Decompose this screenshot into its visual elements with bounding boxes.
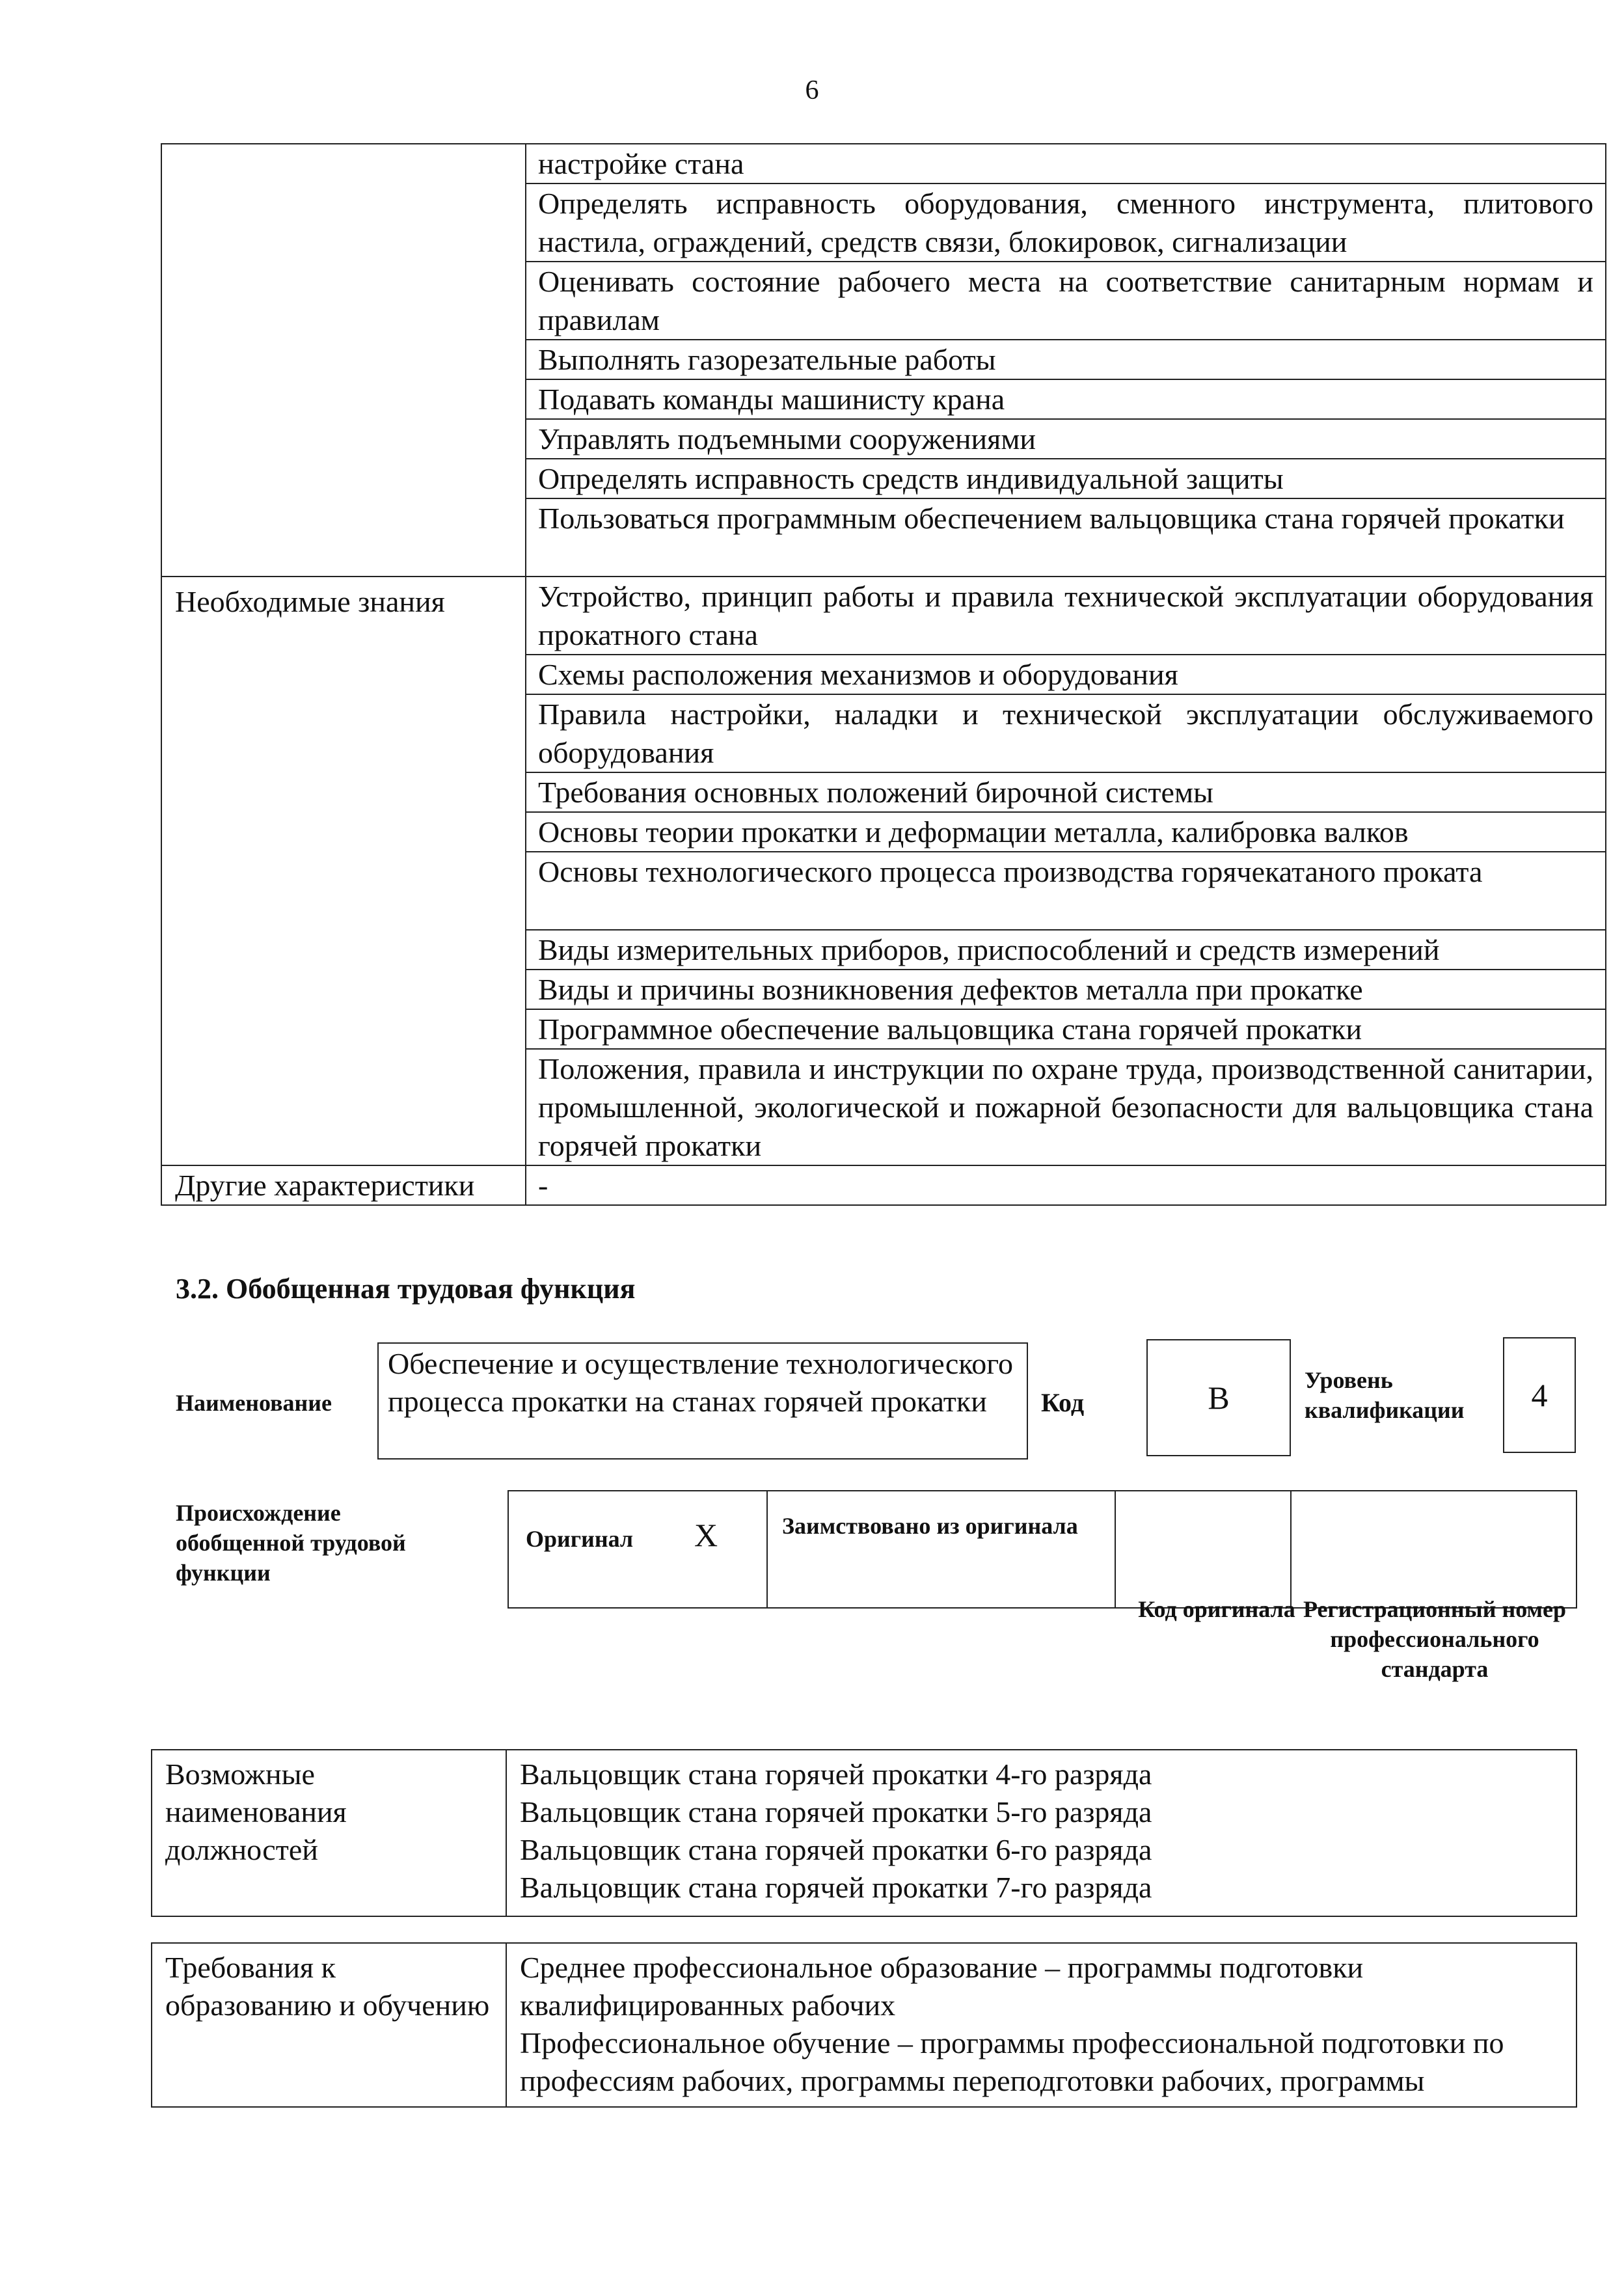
table-cell: Правила настройки, наладки и технической эксплуатации обслуживаемого оборудования (526, 694, 1606, 772)
function-name-box (377, 1342, 1028, 1460)
registration-number-caption: Регистрационный номер профессионального стандарта (1303, 1596, 1567, 1682)
code-value: B (1208, 1379, 1230, 1416)
table-cell: Оценивать состояние рабочего места на соответствие санитарным нормам и правилам (526, 262, 1606, 340)
skills-knowledge-table (161, 143, 1606, 1206)
origin-borrowed-label: Заимствовано из оригинала (782, 1513, 1078, 1539)
table-row (161, 577, 1606, 655)
list-item: Профессиональное обучение – программы профессиональной подготовки по профессиям рабочих, программы переподготовки рабочих, программы (520, 2026, 1504, 2097)
table-cell: Основы теории прокатки и деформации металла, калибровка валков (526, 812, 1606, 852)
table-cell: Пользоваться программным обеспечением вальцовщика стана горячей прокатки (526, 498, 1606, 577)
education-table (151, 1942, 1577, 2108)
list-item: Вальцовщик стана горячей прокатки 4-го разряда (520, 1758, 1152, 1791)
origin-code-cell (1115, 1491, 1291, 1608)
positions-label: Возможные наименования должностей (152, 1750, 506, 1916)
table-cell: Программное обеспечение вальцовщика стана горячей прокатки (526, 1009, 1606, 1049)
positions-table (151, 1749, 1577, 1917)
origin-regnum-cell (1291, 1491, 1577, 1608)
table-row (508, 1491, 1577, 1608)
name-label: Наименование (176, 1390, 332, 1416)
table-row (161, 1165, 1606, 1205)
list-item: Вальцовщик стана горячей прокатки 7-го разряда (520, 1871, 1152, 1904)
qualification-level-label: Уровень квалификации (1305, 1367, 1465, 1423)
table-cell: Основы технологического процесса производства горячекатаного проката (526, 852, 1606, 930)
function-name-value: Обеспечение и осуществление технологического процесса прокатки на станах горячей прокатки (388, 1347, 1014, 1418)
origin-table (508, 1490, 1577, 1609)
table-cell: Выполнять газорезательные работы (526, 340, 1606, 379)
table-cell: Определять исправность оборудования, сменного инструмента, плитового настила, ограждений, средств связи, блокировок, сигнализации (526, 183, 1606, 262)
table-cell: Виды измерительных приборов, приспособлений и средств измерений (526, 930, 1606, 970)
positions-list (506, 1750, 1577, 1916)
row-label (161, 144, 526, 577)
list-item: Среднее профессиональное образование – программы подготовки квалифицированных рабочих (520, 1951, 1364, 2022)
origin-borrowed-cell (767, 1491, 1115, 1608)
table-cell: Определять исправность средств индивидуальной защиты (526, 459, 1606, 498)
original-code-caption: Код оригинала (1138, 1596, 1295, 1622)
table-cell: Подавать команды машинисту крана (526, 379, 1606, 419)
table-row (152, 1750, 1577, 1916)
table-cell: - (526, 1165, 1606, 1205)
table-cell: Положения, правила и инструкции по охране труда, производственной санитарии, промышленной, экологической и пожарной безопасности для вальцовщика стана горячей прокатки (526, 1049, 1606, 1165)
education-list (506, 1943, 1577, 2107)
code-label: Код (1041, 1388, 1085, 1417)
table-cell: настройке стана (526, 144, 1606, 183)
table-cell: Виды и причины возникновения дефектов металла при прокатке (526, 970, 1606, 1009)
origin-label: Происхождение обобщенной трудовой функции (176, 1500, 406, 1586)
table-row (161, 144, 1606, 183)
origin-original-mark: X (694, 1517, 718, 1553)
qualification-level-box (1503, 1337, 1576, 1453)
table-cell: Требования основных положений бирочной системы (526, 772, 1606, 812)
education-label: Требования к образованию и обучению (152, 1943, 506, 2107)
origin-original-label: Оригинал (526, 1526, 634, 1552)
row-label-other: Другие характеристики (161, 1165, 526, 1205)
list-item: Вальцовщик стана горячей прокатки 6-го разряда (520, 1833, 1152, 1866)
table-cell: Управлять подъемными сооружениями (526, 419, 1606, 459)
list-item: Вальцовщик стана горячей прокатки 5-го разряда (520, 1795, 1152, 1828)
table-cell: Схемы расположения механизмов и оборудования (526, 655, 1606, 694)
code-box (1146, 1339, 1291, 1456)
origin-original-cell (508, 1491, 767, 1608)
section-title: 3.2. Обобщенная трудовая функция (176, 1273, 636, 1305)
qualification-level-value: 4 (1531, 1377, 1548, 1413)
page-number: 6 (805, 75, 819, 105)
table-cell: Устройство, принцип работы и правила технической эксплуатации оборудования прокатного стана (526, 577, 1606, 655)
table-row (152, 1943, 1577, 2107)
row-label-knowledge: Необходимые знания (161, 577, 526, 1165)
